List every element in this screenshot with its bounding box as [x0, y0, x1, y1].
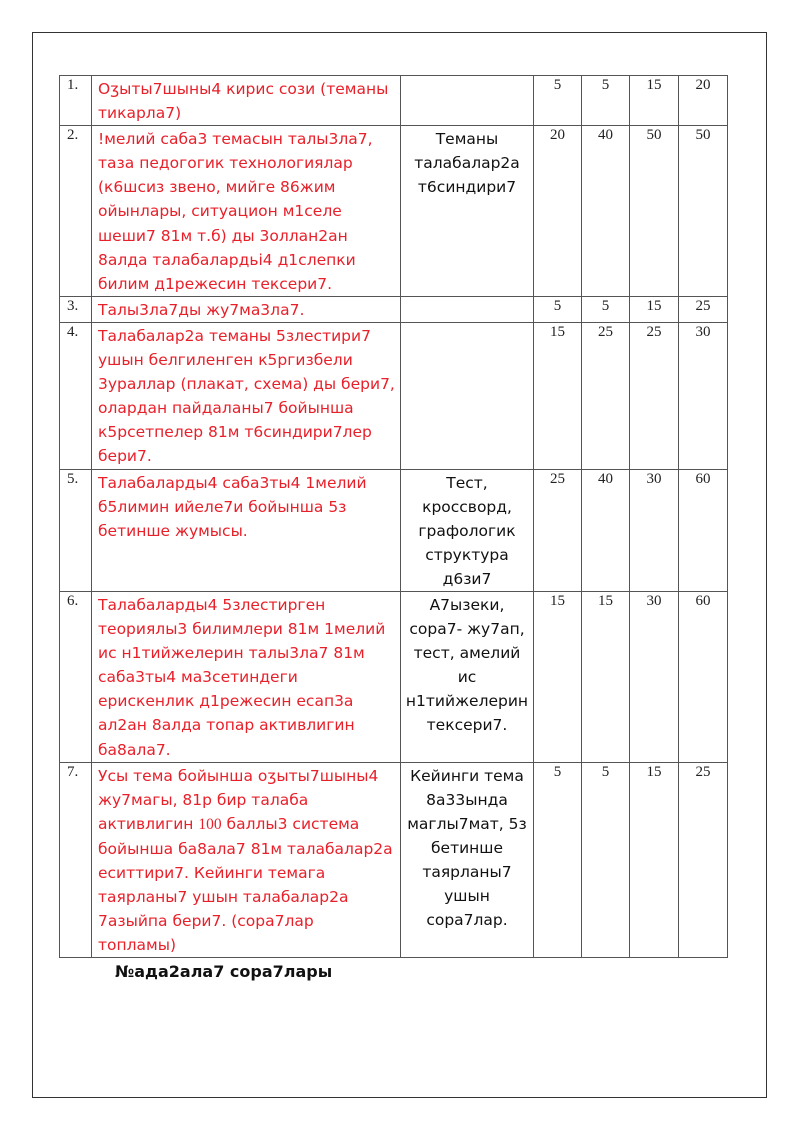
row-value-3: 25: [630, 322, 679, 469]
section-heading: №ада2ала7 сора7лары: [115, 962, 333, 981]
row-method: [401, 296, 534, 322]
row-value-1: 25: [534, 469, 582, 591]
row-description: !мелий саба3 темасын талы3ла7, таза педогогик технологиялар (к6шсиз звено, мийге 86жим ойынлары, ситуацион м1селе шеши7 81м т.б) ды 3оллан2ан 8алда талабалардьі4 д1слепки билим д1режесин тексери7.: [92, 126, 401, 297]
row-value-2: 5: [582, 76, 630, 126]
lesson-plan-table: [59, 75, 728, 958]
row-method: Кейинги тема 8а33ында маглы7мат, 5з бетинше таярланы7 ушын сора7лар.: [401, 762, 534, 958]
table-row: [60, 762, 728, 958]
table-row: [60, 126, 728, 297]
row-value-1: 20: [534, 126, 582, 297]
row-description-part: баллы3 система бойынша ба8ала7 81м талабалар2а еситтири7. Кейинги темага таярланы7 ушын талабалар2а 7азыйпа бери7. (сора7лар топламы): [98, 814, 393, 955]
row-value-3: 50: [630, 126, 679, 297]
row-method: [401, 76, 534, 126]
table-row: [60, 76, 728, 126]
row-value-1: 15: [534, 322, 582, 469]
row-description-part: Усы тема бойынша оӡыты7шыны4 жу7магы, 81р бир талаба активлигин: [98, 766, 379, 833]
row-value-4: 20: [679, 76, 728, 126]
row-value-4: 60: [679, 469, 728, 591]
row-value-2: 15: [582, 591, 630, 762]
row-value-4: 25: [679, 762, 728, 958]
row-method: Тест, кроссворд, графологик структура д6зи7: [401, 469, 534, 591]
row-value-4: 60: [679, 591, 728, 762]
row-number: 2.: [60, 126, 92, 297]
table-row: [60, 469, 728, 591]
row-value-2: 5: [582, 762, 630, 958]
row-value-4: 50: [679, 126, 728, 297]
row-number: 4.: [60, 322, 92, 469]
row-value-3: 15: [630, 296, 679, 322]
row-value-3: 15: [630, 762, 679, 958]
row-value-1: 5: [534, 76, 582, 126]
row-value-2: 40: [582, 469, 630, 591]
row-value-2: 25: [582, 322, 630, 469]
row-description: Талабаларды4 саба3ты4 1мелий б5лимин ийеле7и бойынша 5з бетинше жумысы.: [92, 469, 401, 591]
row-value-3: 30: [630, 469, 679, 591]
row-description-number: 100: [198, 815, 222, 833]
row-description: Оӡыты7шыны4 кирис сози (теманы тикарла7): [92, 76, 401, 126]
row-value-1: 5: [534, 762, 582, 958]
table-row: [60, 296, 728, 322]
row-number: 5.: [60, 469, 92, 591]
row-method: Теманы талабалар2а т6синдири7: [401, 126, 534, 297]
row-value-4: 30: [679, 322, 728, 469]
row-value-3: 30: [630, 591, 679, 762]
row-value-4: 25: [679, 296, 728, 322]
row-value-2: 5: [582, 296, 630, 322]
row-value-1: 15: [534, 591, 582, 762]
row-description: [92, 762, 401, 958]
row-description: Талы3ла7ды жу7ма3ла7.: [92, 296, 401, 322]
table-row: [60, 591, 728, 762]
row-value-2: 40: [582, 126, 630, 297]
row-description: Талабалар2а теманы 5злестири7 ушын белгиленген к5ргизбели 3ураллар (плакат, схема) ды бери7, олардан пайдаланы7 бойынша к5рсетпелер 81м т6синдири7лер бери7.: [92, 322, 401, 469]
row-number: 7.: [60, 762, 92, 958]
row-number: 3.: [60, 296, 92, 322]
row-method: А7ызеки, сора7- жу7ап, тест, амелий ис н1тийжелерин тексери7.: [401, 591, 534, 762]
row-method: [401, 322, 534, 469]
row-number: 6.: [60, 591, 92, 762]
row-value-1: 5: [534, 296, 582, 322]
row-number: 1.: [60, 76, 92, 126]
row-value-3: 15: [630, 76, 679, 126]
row-description: Талабаларды4 5злестирген теориялы3 билимлери 81м 1мелий ис н1тийжелерин талы3ла7 81м саба3ты4 ма3сетиндеги ерискенлик д1режесин есап3а ал2ан 8алда топар активлигин ба8ала7.: [92, 591, 401, 762]
table-row: [60, 322, 728, 469]
